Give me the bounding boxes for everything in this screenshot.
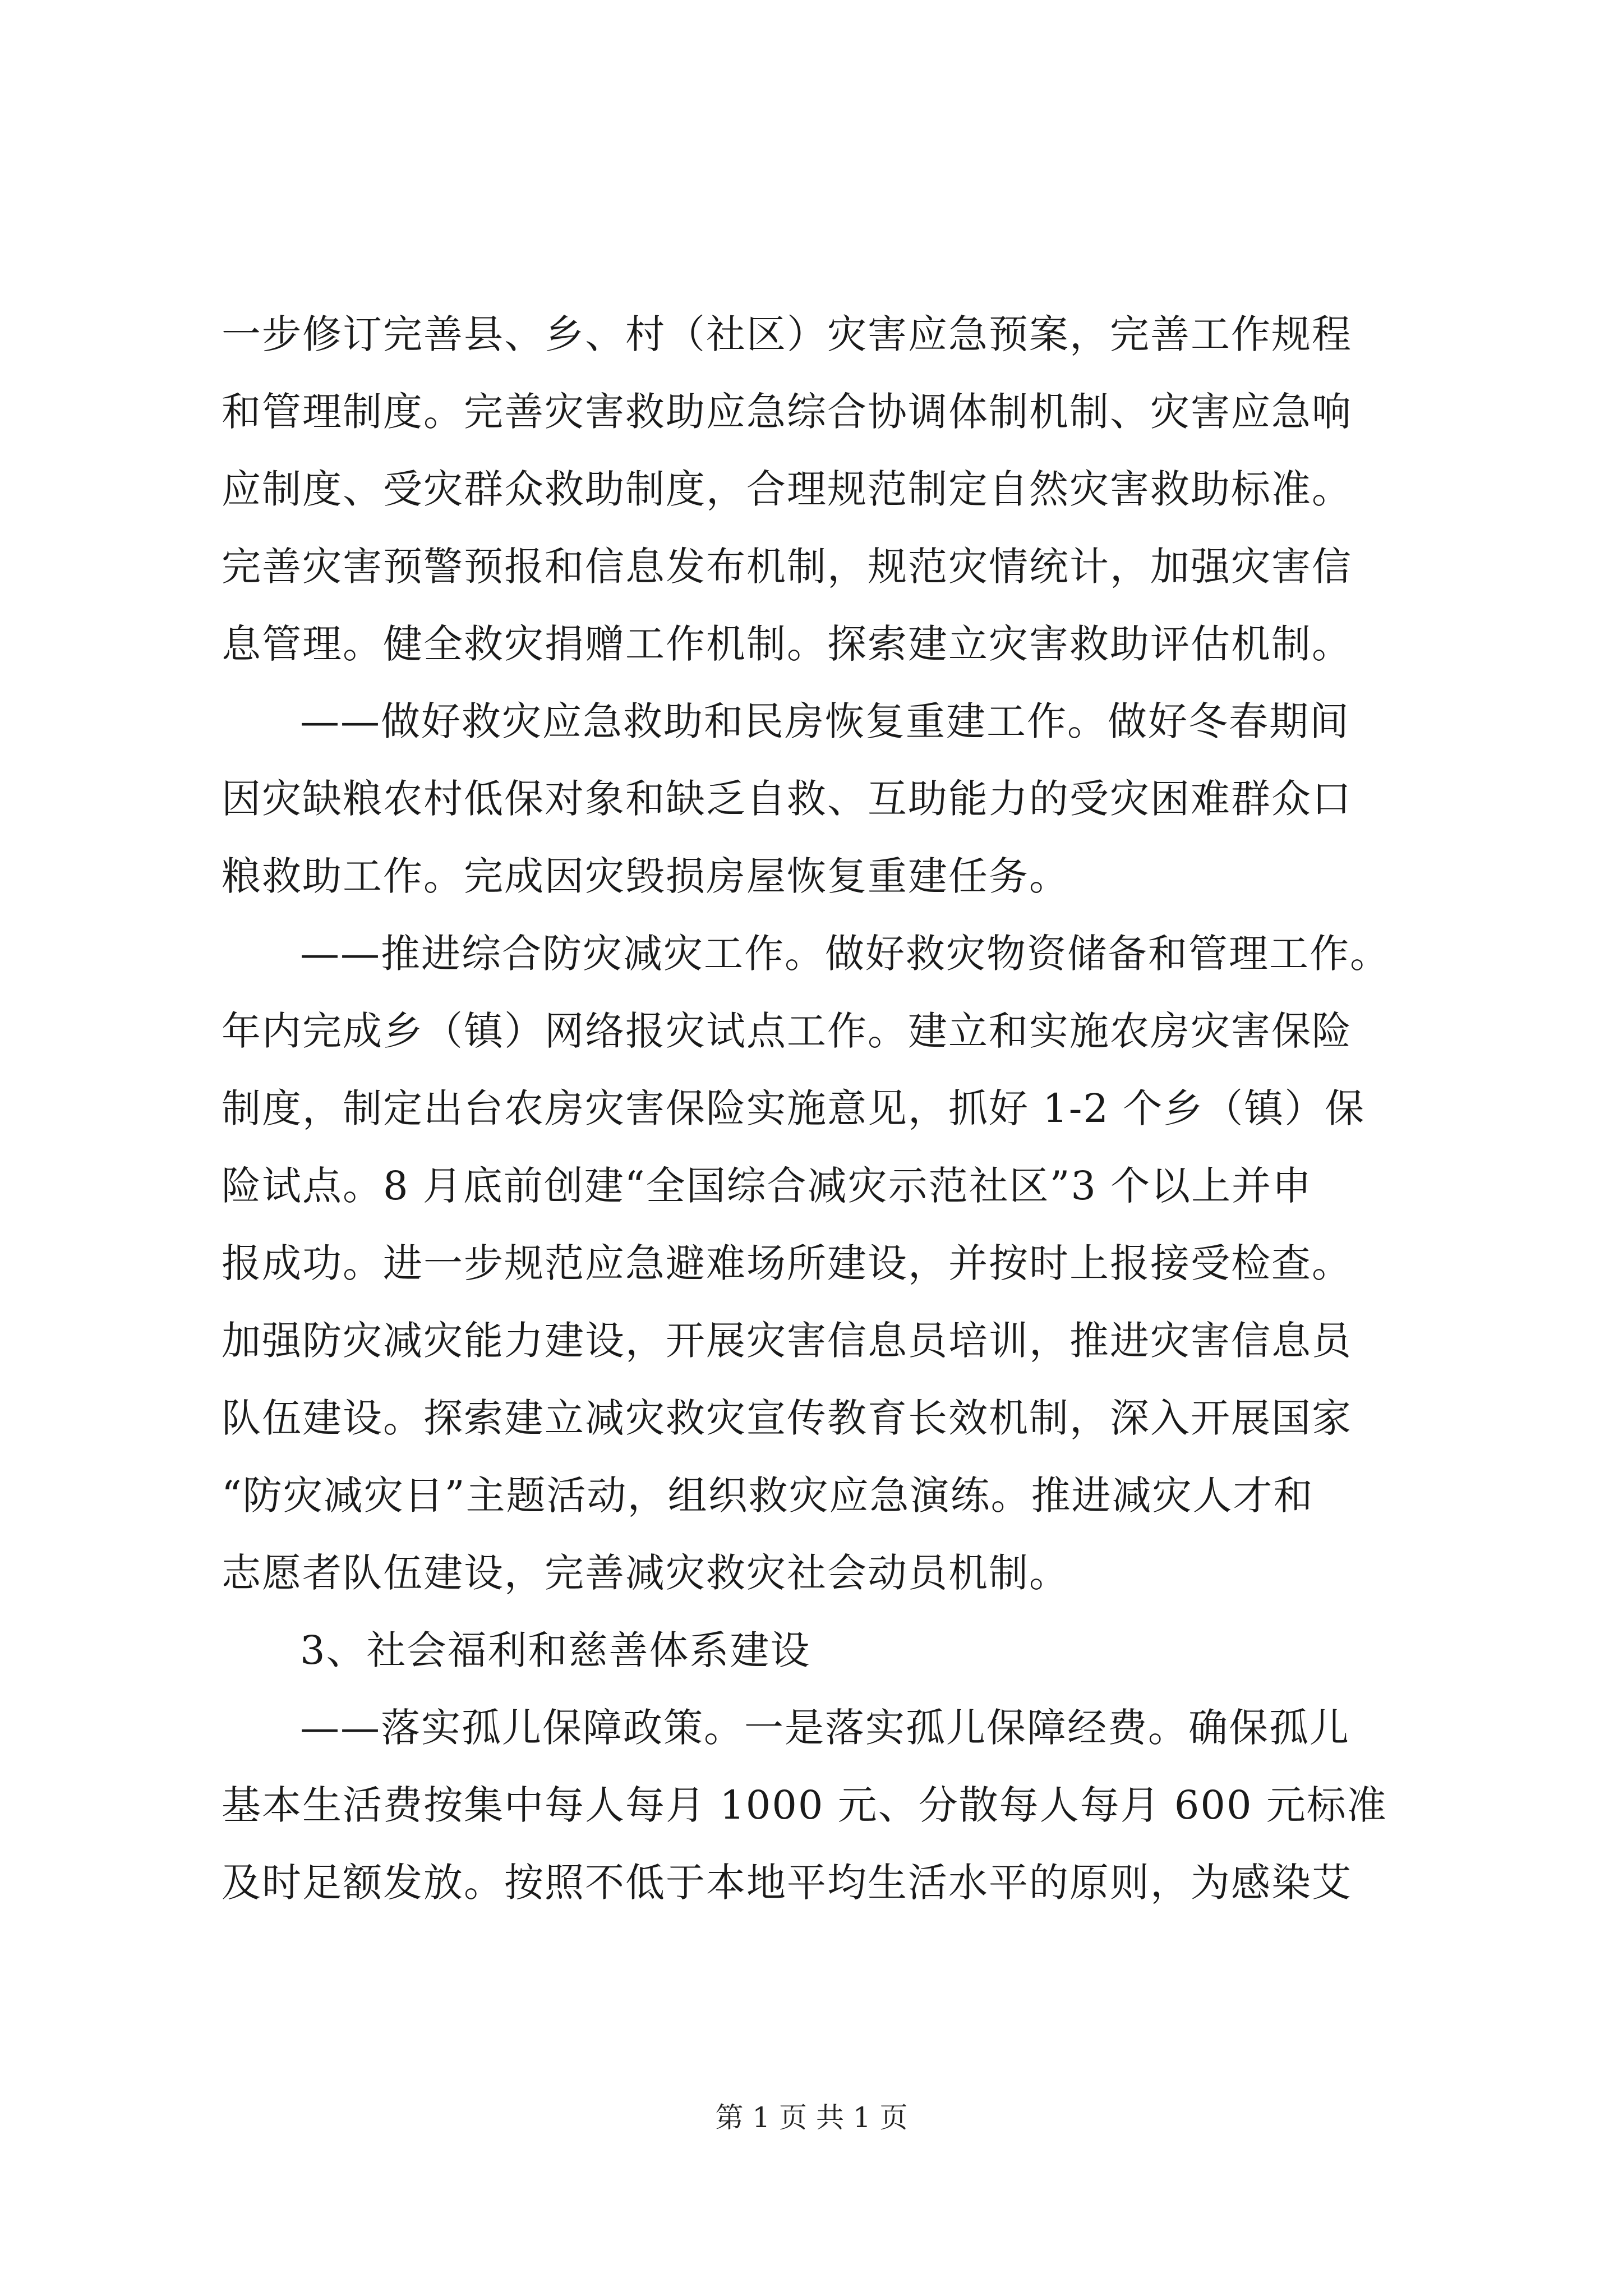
- text-line: 息管理。健全救灾捐赠工作机制。探索建立灾害救助评估机制。: [222, 621, 1352, 667]
- page-footer: 第 1 页 共 1 页: [715, 2101, 908, 2134]
- text-line: 险试点。8 月底前创建“全国综合减灾示范社区”3 个以上并申: [222, 1163, 1313, 1209]
- text-line: 加强防灾减灾能力建设，开展灾害信息员培训，推进灾害信息员: [222, 1318, 1352, 1364]
- text-line: 应制度、受灾群众救助制度，合理规范制定自然灾害救助标准。: [222, 466, 1352, 512]
- text-line: ——做好救灾应急救助和民房恢复重建工作。做好冬春期间: [300, 698, 1350, 744]
- text-line: 粮救助工作。完成因灾毁损房屋恢复重建任务。: [222, 853, 1069, 899]
- text-line: ——推进综合防灾减灾工作。做好救灾物资储备和管理工作。: [300, 931, 1390, 977]
- text-line: 制度，制定出台农房灾害保险实施意见，抓好 1-2 个乡（镇）保: [222, 1085, 1366, 1131]
- text-line: 报成功。进一步规范应急避难场所建设，并按时上报接受检查。: [222, 1240, 1352, 1286]
- text-line: ——落实孤儿保障政策。一是落实孤儿保障经费。确保孤儿: [300, 1705, 1350, 1751]
- text-line: 因灾缺粮农村低保对象和缺乏自救、互助能力的受灾困难群众口: [222, 776, 1352, 822]
- text-line: 及时足额发放。按照不低于本地平均生活水平的原则，为感染艾: [222, 1860, 1352, 1906]
- text-line: 志愿者队伍建设，完善减灾救灾社会动员机制。: [222, 1550, 1069, 1596]
- text-line: 一步修订完善县、乡、村（社区）灾害应急预案，完善工作规程: [222, 311, 1352, 357]
- text-line: “防灾减灾日”主题活动，组织救灾应急演练。推进减灾人才和: [222, 1473, 1314, 1519]
- text-line: 年内完成乡（镇）网络报灾试点工作。建立和实施农房灾害保险: [222, 1008, 1352, 1054]
- text-line: 基本生活费按集中每人每月 1000 元、分散每人每月 600 元标准: [222, 1782, 1387, 1828]
- text-line: 完善灾害预警预报和信息发布机制，规范灾情统计，加强灾害信: [222, 544, 1352, 590]
- text-line: 和管理制度。完善灾害救助应急综合协调体制机制、灾害应急响: [222, 389, 1352, 435]
- section-heading: 3、社会福利和慈善体系建设: [300, 1627, 811, 1673]
- text-line: 队伍建设。探索建立减灾救灾宣传教育长效机制，深入开展国家: [222, 1395, 1352, 1441]
